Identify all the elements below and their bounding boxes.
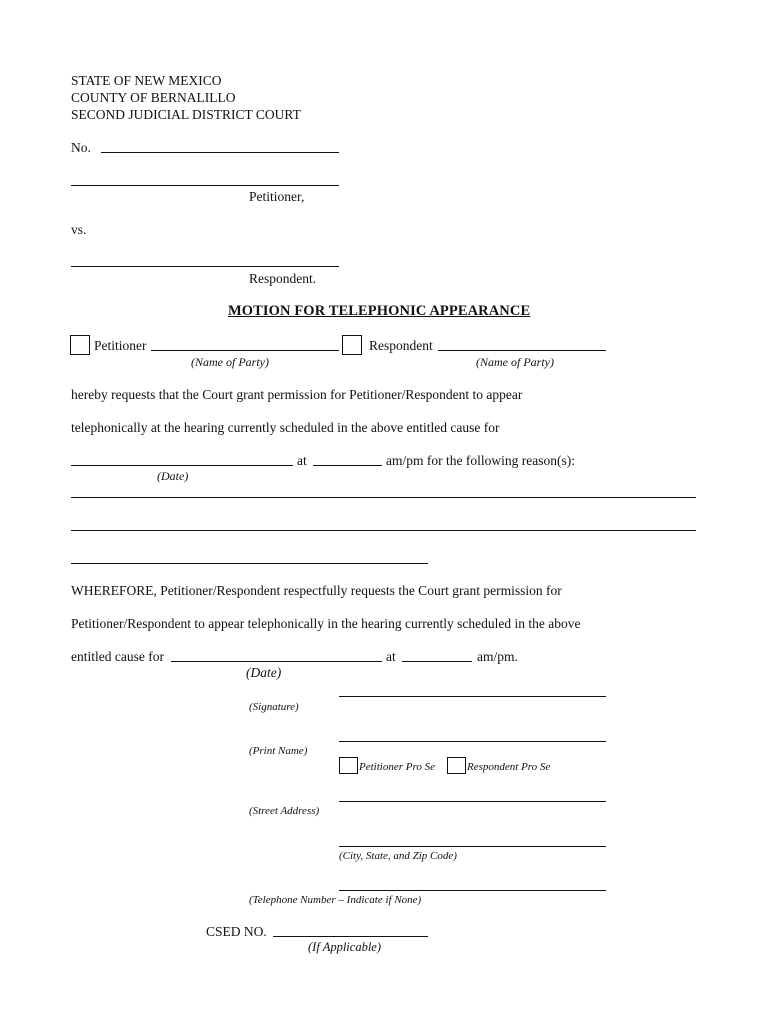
wherefore-date-hint: (Date) xyxy=(246,665,282,680)
request-line-1: hereby requests that the Court grant permission for Petitioner/Respondent to appear xyxy=(71,387,523,402)
respondent-name-field[interactable] xyxy=(71,266,339,267)
csed-label: CSED NO. xyxy=(206,924,267,939)
respondent-caption-label: Respondent. xyxy=(249,271,317,286)
at-label: at xyxy=(297,453,307,468)
case-number-field[interactable] xyxy=(101,152,339,153)
wherefore-date-field[interactable] xyxy=(171,661,382,662)
city-state-zip-label: (City, State, and Zip Code) xyxy=(339,850,457,862)
csed-number-field[interactable] xyxy=(273,936,428,937)
street-address-label: (Street Address) xyxy=(249,805,320,817)
petitioner-pro-se-label: Petitioner Pro Se xyxy=(359,761,435,773)
respondent-name-hint: (Name of Party) xyxy=(476,355,554,369)
hearing-date-hint: (Date) xyxy=(157,469,189,483)
wherefore-ampm-label: am/pm. xyxy=(477,649,518,664)
print-name-label: (Print Name) xyxy=(249,745,308,757)
respondent-party-name-field[interactable] xyxy=(438,350,606,351)
court-county: COUNTY OF BERNALILLO xyxy=(71,90,236,105)
telephone-field[interactable] xyxy=(339,890,606,891)
case-number-label: No. xyxy=(71,140,91,155)
vs-label: vs. xyxy=(71,222,87,237)
petitioner-pro-se-checkbox[interactable] xyxy=(339,757,358,774)
wherefore-line-3: entitled cause for xyxy=(71,649,164,664)
signature-label: (Signature) xyxy=(249,701,299,713)
court-name: SECOND JUDICIAL DISTRICT COURT xyxy=(71,107,301,122)
petitioner-party-name-field[interactable] xyxy=(151,350,339,351)
wherefore-line-2: Petitioner/Respondent to appear telephonically in the hearing currently scheduled in the above xyxy=(71,616,581,631)
hearing-date-field[interactable] xyxy=(71,465,293,466)
court-state: STATE OF NEW MEXICO xyxy=(71,73,222,88)
signature-field[interactable] xyxy=(339,696,606,697)
respondent-pro-se-checkbox[interactable] xyxy=(447,757,466,774)
reason-line-3[interactable] xyxy=(71,563,428,564)
petitioner-name-field[interactable] xyxy=(71,185,339,186)
telephone-label: (Telephone Number – Indicate if None) xyxy=(249,894,422,906)
wherefore-at-label: at xyxy=(386,649,396,664)
respondent-pro-se-label: Respondent Pro Se xyxy=(467,761,551,773)
petitioner-caption-label: Petitioner, xyxy=(249,189,305,204)
reason-line-1[interactable] xyxy=(71,497,696,498)
reason-line-2[interactable] xyxy=(71,530,696,531)
respondent-checkbox[interactable] xyxy=(342,335,362,355)
hearing-time-field[interactable] xyxy=(313,465,382,466)
petitioner-checkbox[interactable] xyxy=(70,335,90,355)
document-title: MOTION FOR TELEPHONIC APPEARANCE xyxy=(228,303,531,319)
csed-hint: (If Applicable) xyxy=(308,940,382,954)
wherefore-time-field[interactable] xyxy=(402,661,472,662)
petitioner-label: Petitioner xyxy=(94,338,147,353)
respondent-label: Respondent xyxy=(369,338,433,353)
wherefore-line-1: WHEREFORE, Petitioner/Respondent respectfully requests the Court grant permission for xyxy=(71,583,562,598)
print-name-field[interactable] xyxy=(339,741,606,742)
request-line-2: telephonically at the hearing currently scheduled in the above entitled cause for xyxy=(71,420,500,435)
street-address-field[interactable] xyxy=(339,801,606,802)
city-state-zip-field[interactable] xyxy=(339,846,606,847)
petitioner-name-hint: (Name of Party) xyxy=(191,355,269,369)
ampm-reason-label: am/pm for the following reason(s): xyxy=(386,453,575,468)
